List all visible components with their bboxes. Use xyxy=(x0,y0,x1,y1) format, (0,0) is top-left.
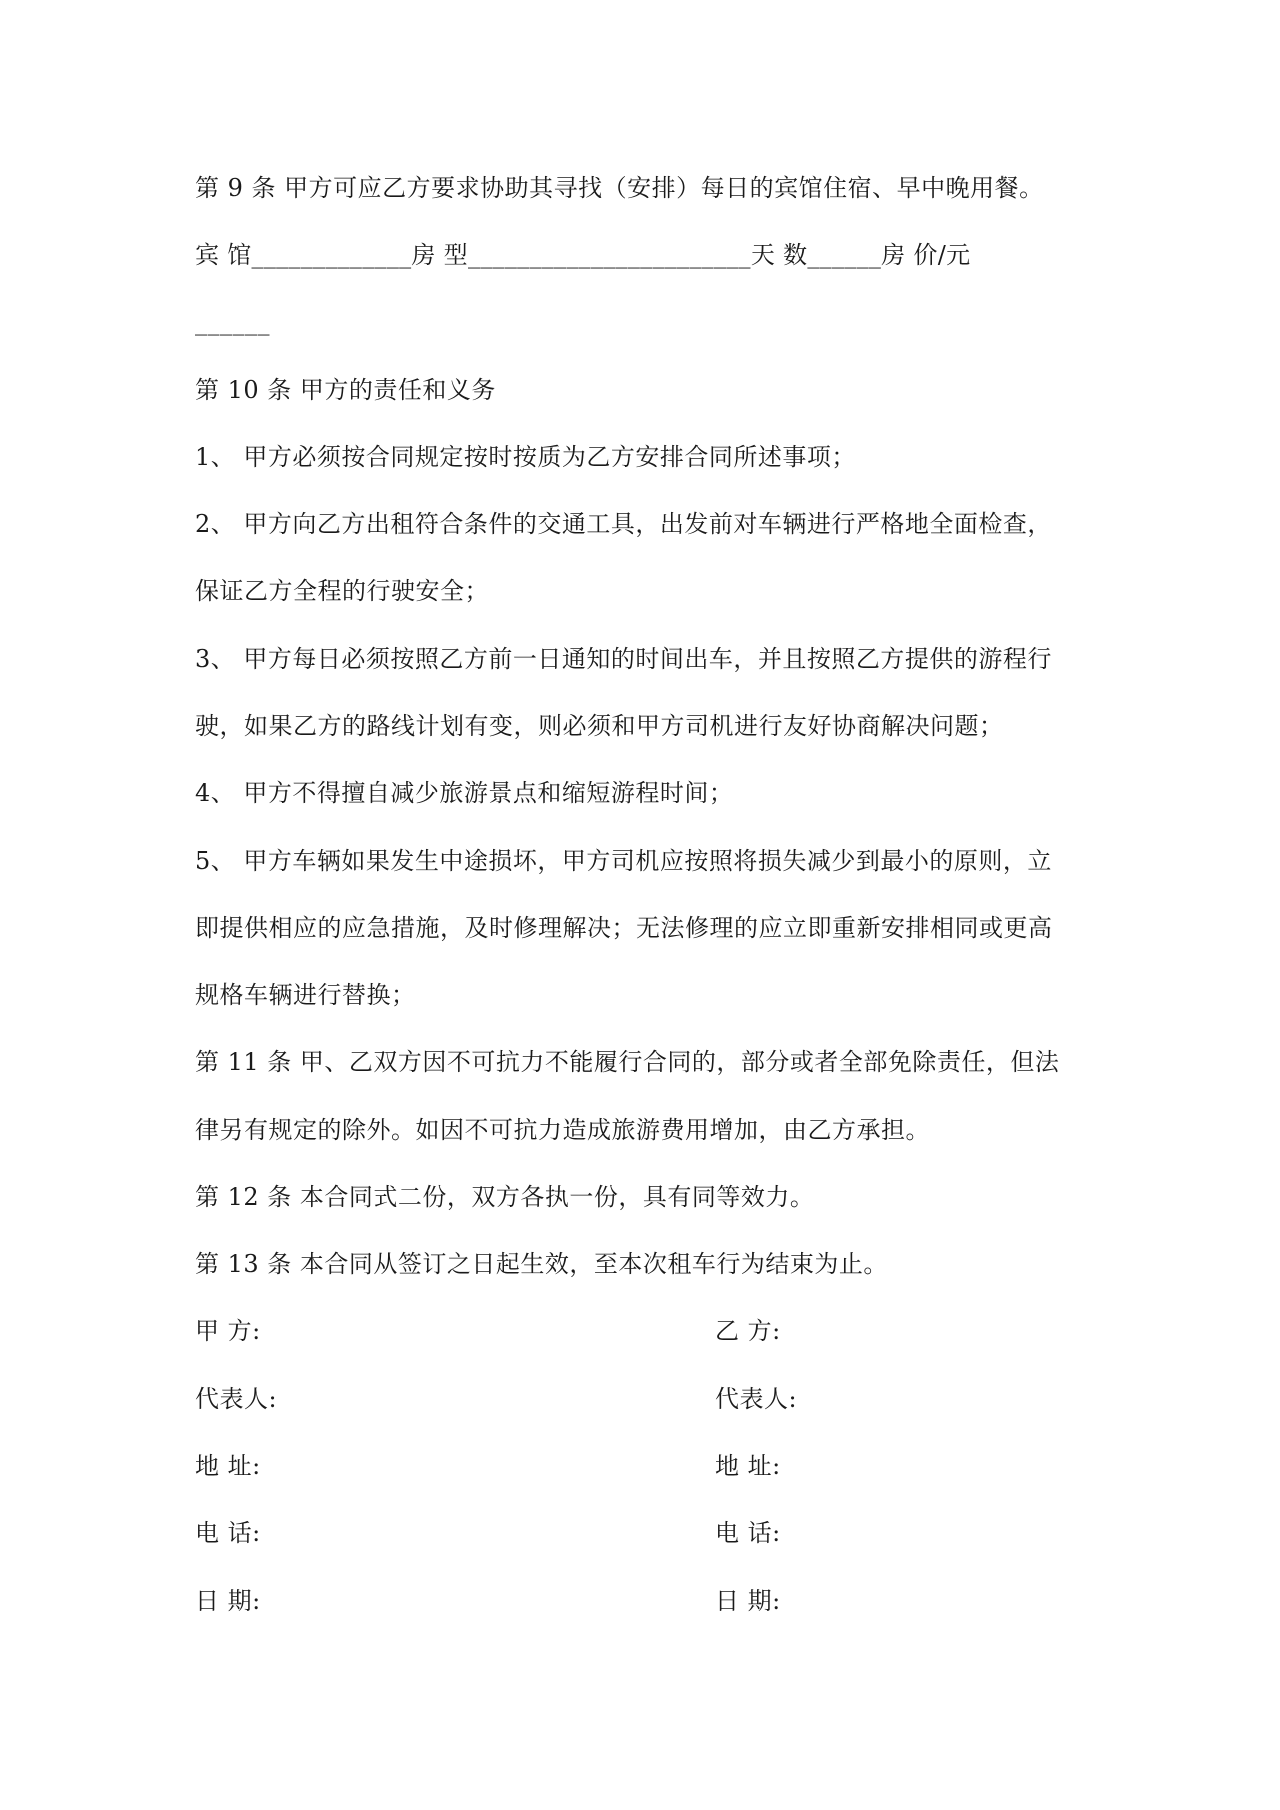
party-b-representative-label: 代表人: xyxy=(715,1385,798,1413)
party-b-date-label: 日 期: xyxy=(715,1587,781,1615)
party-a-representative-label: 代表人: xyxy=(195,1385,278,1413)
signature-row-representative xyxy=(195,1381,1095,1417)
article-10-item-5-line-3: 规格车辆进行替换； xyxy=(195,981,416,1009)
article-9-form-line: 宾 馆_____________房 型_______________________天 数______房 价/元 xyxy=(195,241,971,269)
article-11-line-1: 第 11 条 甲、乙双方因不可抗力不能履行合同的，部分或者全部免除责任，但法 xyxy=(195,1048,1060,1076)
article-10-item-2-line-1: 2、 甲方向乙方出租符合条件的交通工具，出发前对车辆进行严格地全面检查， xyxy=(195,510,1052,538)
signature-row-address xyxy=(195,1448,1095,1484)
party-b-address-label: 地 址: xyxy=(715,1452,781,1480)
article-12: 第 12 条 本合同式二份，双方各执一份，具有同等效力。 xyxy=(195,1183,815,1211)
article-9-form-line-continued: ______ xyxy=(195,308,270,336)
signature-row-phone xyxy=(195,1515,1095,1551)
article-10-item-2-line-2: 保证乙方全程的行驶安全； xyxy=(195,577,489,605)
article-10-item-5-line-1: 5、 甲方车辆如果发生中途损坏，甲方司机应按照将损失减少到最小的原则，立 xyxy=(195,847,1052,875)
article-10-item-3-line-1: 3、 甲方每日必须按照乙方前一日通知的时间出车，并且按照乙方提供的游程行 xyxy=(195,645,1052,673)
signature-row-date xyxy=(195,1583,1095,1619)
article-10-title: 第 10 条 甲方的责任和义务 xyxy=(195,376,496,404)
article-10-item-1: 1、 甲方必须按合同规定按时按质为乙方安排合同所述事项； xyxy=(195,443,856,471)
article-13: 第 13 条 本合同从签订之日起生效，至本次租车行为结束为止。 xyxy=(195,1250,888,1278)
party-b-phone-label: 电 话: xyxy=(715,1519,781,1547)
article-9-line-1: 第 9 条 甲方可应乙方要求协助其寻找（安排）每日的宾馆住宿、早中晚用餐。 xyxy=(195,174,1044,202)
article-10-item-5-line-2: 即提供相应的应急措施，及时修理解决；无法修理的应立即重新安排相同或更高 xyxy=(195,914,1053,942)
party-b-label: 乙 方: xyxy=(715,1317,781,1345)
party-a-date-label: 日 期: xyxy=(195,1587,261,1615)
article-10-item-4: 4、 甲方不得擅自减少旅游景点和缩短游程时间； xyxy=(195,779,734,807)
article-10-item-3-line-2: 驶，如果乙方的路线计划有变，则必须和甲方司机进行友好协商解决问题； xyxy=(195,712,1004,740)
article-11-line-2: 律另有规定的除外。如因不可抗力造成旅游费用增加，由乙方承担。 xyxy=(195,1116,930,1144)
signature-row-party xyxy=(195,1313,1095,1349)
party-a-phone-label: 电 话: xyxy=(195,1519,261,1547)
party-a-address-label: 地 址: xyxy=(195,1452,261,1480)
party-a-label: 甲 方: xyxy=(195,1317,261,1345)
